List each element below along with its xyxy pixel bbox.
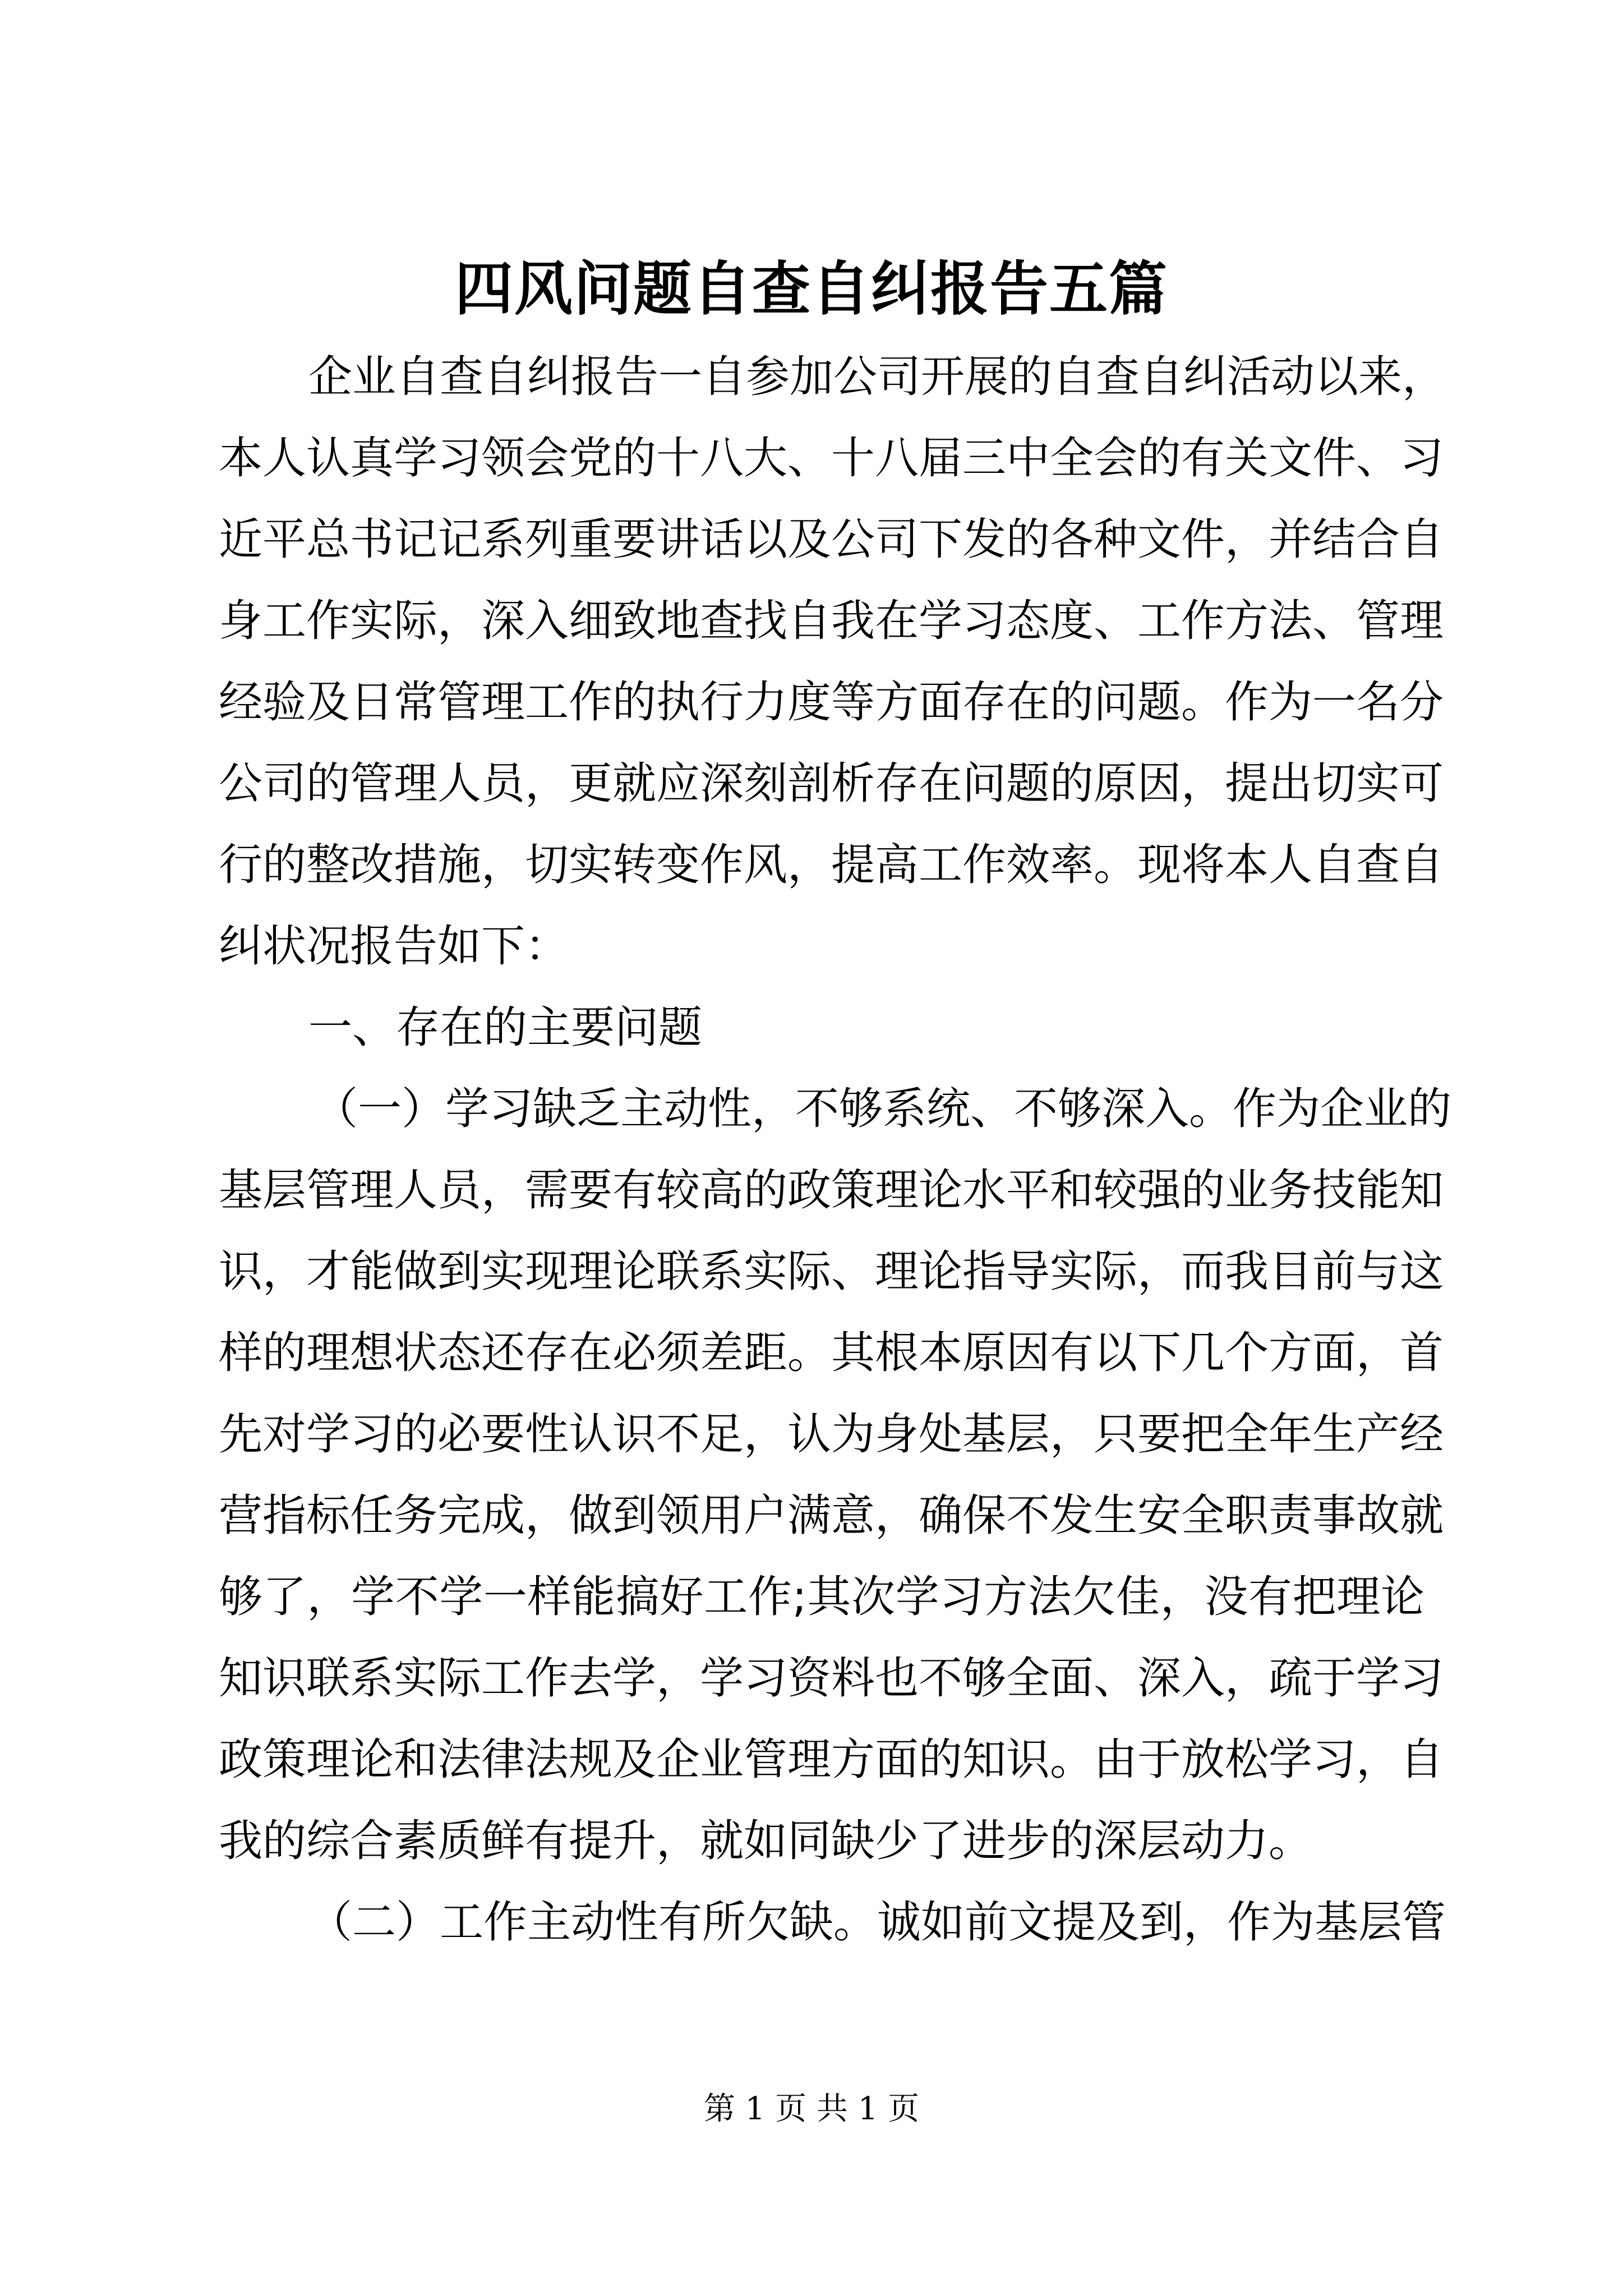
- section-heading: 一、存在的主要问题: [308, 1002, 703, 1053]
- paragraph-line: 我的综合素质鲜有提升，就如同缺少了进步的深层动力。: [219, 1816, 1313, 1866]
- paragraph-line: 经验及日常管理工作的执行力度等方面存在的问题。作为一名分: [219, 677, 1444, 728]
- paragraph-line: 够了，学不学一样能搞好工作;其次学习方法欠佳，没有把理论: [219, 1572, 1424, 1622]
- paragraph-line: 纠状况报告如下：: [219, 921, 569, 972]
- paragraph-line: （二）工作主动性有所欠缺。诚如前文提及到，作为基层管: [308, 1897, 1446, 1948]
- document-body: [219, 337, 1452, 1963]
- document-title: 四风问题自查自纠报告五篇: [454, 254, 1168, 323]
- paragraph-line: 先对学习的必要性认识不足，认为身处基层，只要把全年生产经: [219, 1409, 1444, 1460]
- paragraph-line: 基层管理人员，需要有较高的政策理论水平和较强的业务技能知: [219, 1165, 1444, 1216]
- paragraph-line: 营指标任务完成，做到领用户满意，确保不发生安全职责事故就: [219, 1490, 1444, 1541]
- paragraph-line: 样的理想状态还存在必须差距。其根本原因有以下几个方面，首: [219, 1328, 1444, 1378]
- paragraph-line: 本人认真学习领会党的十八大、十八届三中全会的有关文件、习: [219, 433, 1444, 484]
- paragraph-line: 身工作实际，深入细致地查找自我在学习态度、工作方法、管理: [219, 596, 1444, 646]
- paragraph-line: 知识联系实际工作去学，学习资料也不够全面、深入，疏于学习: [219, 1653, 1444, 1704]
- paragraph-line: （一）学习缺乏主动性，不够系统、不够深入。作为企业的: [314, 1084, 1452, 1134]
- paragraph-line: 公司的管理人员，更就应深刻剖析存在问题的原因，提出切实可: [219, 758, 1444, 809]
- paragraph-line: 行的整改措施，切实转变作风，提高工作效率。现将本人自查自: [219, 840, 1444, 890]
- paragraph-line: 近平总书记记系列重要讲话以及公司下发的各种文件，并结合自: [219, 514, 1444, 565]
- page-footer: 第 1 页 共 1 页: [703, 2091, 920, 2127]
- paragraph-line: 识，才能做到实现理论联系实际、理论指导实际，而我目前与这: [219, 1246, 1444, 1297]
- paragraph-line: 政策理论和法律法规及企业管理方面的知识。由于放松学习，自: [219, 1734, 1444, 1785]
- paragraph-line: 企业自查自纠报告一自参加公司开展的自查自纠活动以来，: [308, 352, 1446, 402]
